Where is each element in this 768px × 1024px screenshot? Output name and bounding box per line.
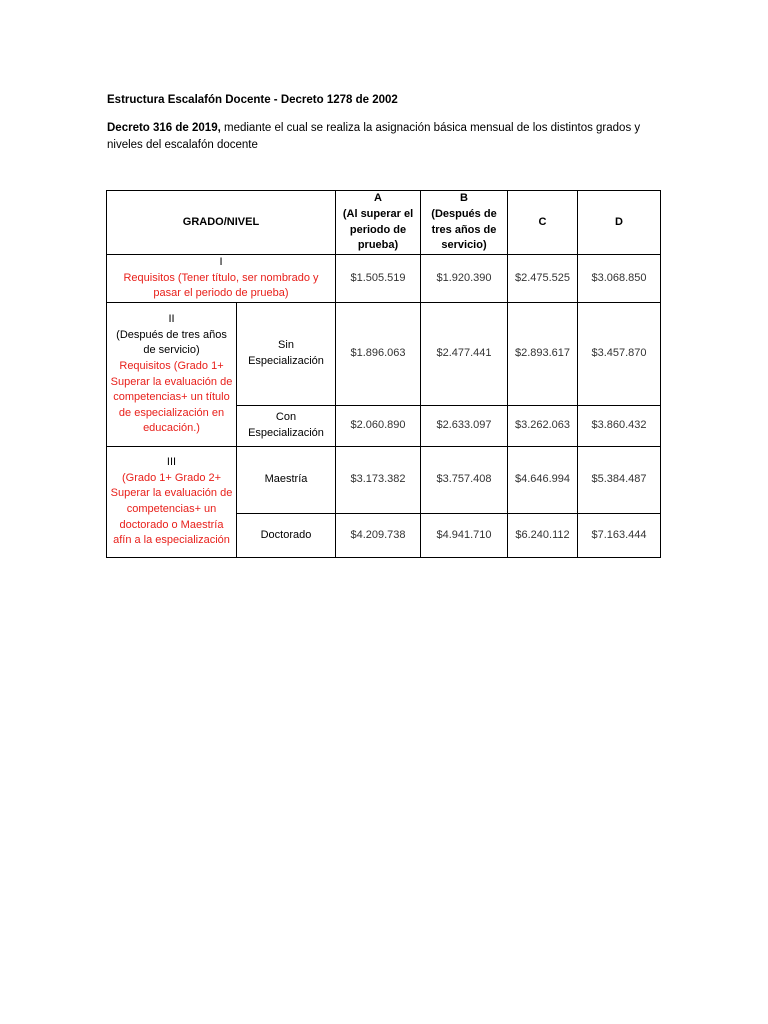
grado-2-numeral: II xyxy=(168,313,175,326)
value-cell: $1.505.519 xyxy=(336,255,421,303)
decree-reference: Decreto 316 de 2019, xyxy=(107,122,221,134)
row-label: Doctorado xyxy=(237,514,336,558)
value-cell: $2.060.890 xyxy=(336,406,421,447)
header-col-a xyxy=(336,191,421,255)
grado-1-requisitos: Requisitos (Tener título, ser nombrado y pasar el periodo de prueba) xyxy=(123,271,319,300)
grado-3-cell xyxy=(107,447,237,558)
value-cell: $4.209.738 xyxy=(336,514,421,558)
grado-2-requisitos: Requisitos (Grado 1+ Superar la evaluación de competencias+ un título de especialización en educación.) xyxy=(110,359,233,435)
value-cell: $3.757.408 xyxy=(421,447,508,514)
salary-scale-table xyxy=(106,190,661,558)
grado-3-numeral: III xyxy=(166,456,177,469)
header-grado-nivel: GRADO/NIVEL xyxy=(107,191,336,255)
header-col-b-desc: (Después de tres años de servicio) xyxy=(431,207,497,252)
value-cell: $4.941.710 xyxy=(421,514,508,558)
table-row xyxy=(107,303,661,406)
table-row xyxy=(107,255,661,303)
document-title: Estructura Escalafón Docente - Decreto 1278 de 2002 xyxy=(107,94,398,106)
value-cell: $3.262.063 xyxy=(508,406,578,447)
header-col-b-letter: B xyxy=(460,192,468,205)
grado-1-cell xyxy=(107,255,336,303)
header-col-a-desc: (Al superar el periodo de prueba) xyxy=(342,207,414,252)
value-cell: $2.475.525 xyxy=(508,255,578,303)
value-cell: $3.860.432 xyxy=(578,406,661,447)
header-col-b xyxy=(421,191,508,255)
row-label: Maestría xyxy=(237,447,336,514)
grado-2-cell xyxy=(107,303,237,447)
value-cell: $2.477.441 xyxy=(421,303,508,406)
value-cell: $1.920.390 xyxy=(421,255,508,303)
value-cell: $1.896.063 xyxy=(336,303,421,406)
intro-text: mediante el cual se realiza la asignación básica mensual de los distintos grados y niveles del escalafón docente xyxy=(107,122,641,151)
value-cell: $7.163.444 xyxy=(578,514,661,558)
value-cell: $3.173.382 xyxy=(336,447,421,514)
table-header-row xyxy=(107,191,661,255)
row-label: Sin Especialización xyxy=(237,303,336,406)
value-cell: $4.646.994 xyxy=(508,447,578,514)
value-cell: $6.240.112 xyxy=(508,514,578,558)
value-cell: $3.068.850 xyxy=(578,255,661,303)
header-col-d: D xyxy=(578,191,661,255)
header-col-a-letter: A xyxy=(374,192,382,205)
grado-2-desc: (Después de tres años de servicio) xyxy=(116,328,227,357)
value-cell: $2.893.617 xyxy=(508,303,578,406)
intro-paragraph xyxy=(107,120,667,154)
grado-3-requisitos: (Grado 1+ Grado 2+ Superar la evaluación de competencias+ un doctorado o Maestría afín a la especialización xyxy=(110,471,233,547)
row-label: Con Especialización xyxy=(237,406,336,447)
value-cell: $3.457.870 xyxy=(578,303,661,406)
header-col-c: C xyxy=(508,191,578,255)
value-cell: $5.384.487 xyxy=(578,447,661,514)
table-row xyxy=(107,447,661,514)
value-cell: $2.633.097 xyxy=(421,406,508,447)
grado-1-numeral: I xyxy=(219,256,223,269)
